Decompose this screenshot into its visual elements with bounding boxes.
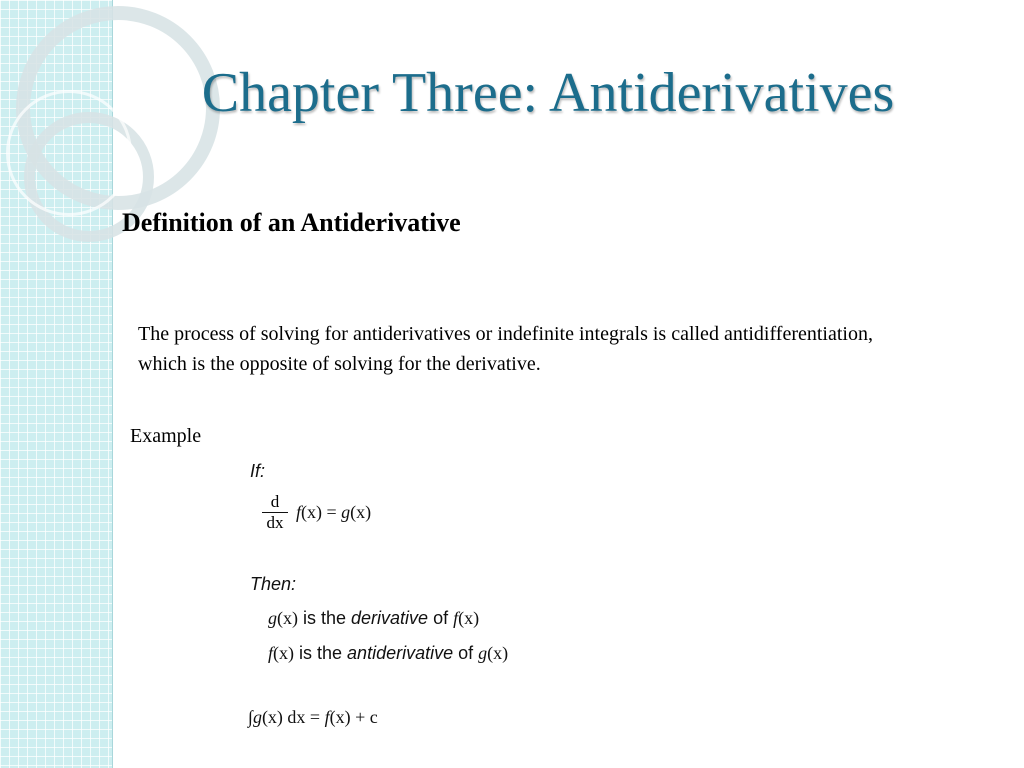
g-symbol: g bbox=[341, 502, 351, 522]
g-symbol: g bbox=[478, 643, 488, 663]
derivative-statement bbox=[268, 608, 479, 629]
statement-text: of bbox=[453, 643, 479, 663]
integral-sign: ∫ bbox=[248, 707, 253, 727]
slide-title: Chapter Three: Antiderivatives bbox=[201, 62, 895, 124]
if-label: If: bbox=[250, 461, 266, 481]
example-label: Example bbox=[130, 425, 202, 447]
definition-paragraph: The process of solving for antiderivatives or indefinite integrals is called antidifferentiation, which is the opposite of solving for the derivative. bbox=[138, 323, 873, 375]
antiderivative-statement bbox=[268, 643, 508, 664]
derivative-fraction bbox=[262, 493, 288, 532]
g-symbol: g bbox=[268, 608, 277, 628]
f-symbol: f bbox=[453, 608, 459, 628]
statement-text: is the bbox=[298, 608, 352, 628]
statement-text: of bbox=[428, 608, 454, 628]
section-heading: Definition of an Antiderivative bbox=[122, 208, 461, 237]
f-symbol: f bbox=[296, 502, 302, 522]
f-arg: (x) bbox=[273, 643, 295, 663]
statement-text: is the bbox=[294, 643, 348, 663]
integral-end: (x) + c bbox=[329, 707, 378, 727]
f-arg: (x) bbox=[458, 608, 480, 628]
antiderivative-term: antiderivative bbox=[347, 643, 454, 663]
g-symbol: g bbox=[252, 707, 262, 727]
integral-equation bbox=[248, 707, 378, 728]
g-arg: (x) bbox=[487, 643, 509, 663]
g-arg: (x) bbox=[277, 608, 298, 628]
f-symbol: f bbox=[268, 643, 274, 663]
f-symbol: f bbox=[324, 707, 330, 727]
equation-mid: (x) = bbox=[301, 502, 342, 522]
derivative-term: derivative bbox=[351, 608, 429, 628]
equation-if bbox=[296, 502, 371, 523]
equation-end: (x) bbox=[350, 502, 372, 522]
integral-body: (x) dx = bbox=[261, 707, 325, 727]
fraction-numerator: d bbox=[270, 492, 280, 511]
then-label: Then: bbox=[250, 574, 297, 594]
fraction-denominator: dx bbox=[266, 513, 284, 532]
